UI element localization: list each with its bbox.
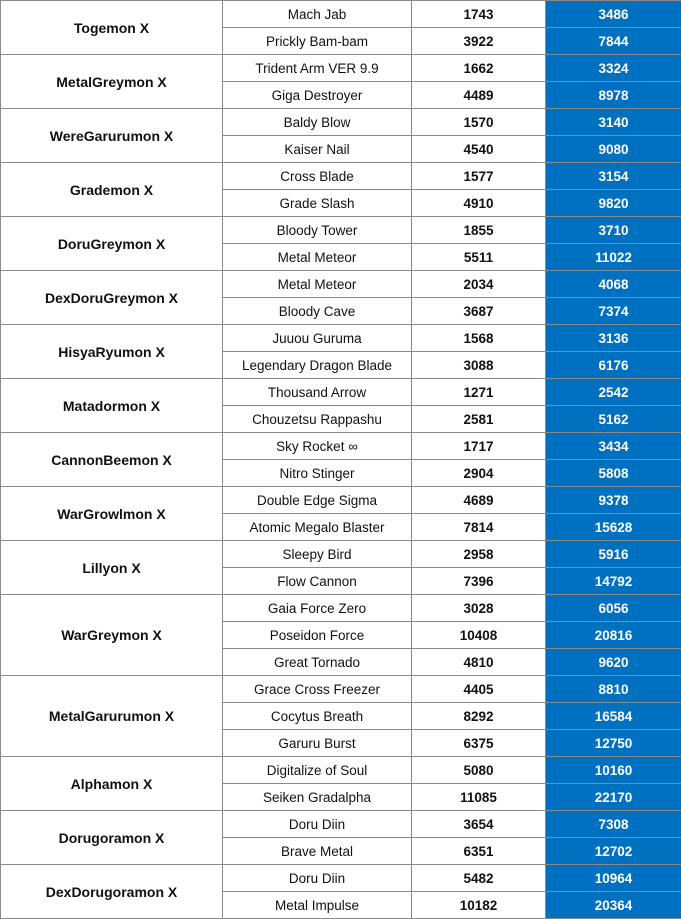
- digimon-name-cell: MetalGarurumon X: [1, 676, 223, 757]
- skill-name-cell: Grade Slash: [223, 190, 412, 217]
- base-damage-cell: 1577: [412, 163, 546, 190]
- base-damage-cell: 4405: [412, 676, 546, 703]
- digimon-name-cell: CannonBeemon X: [1, 433, 223, 487]
- skill-name-cell: Juuou Guruma: [223, 325, 412, 352]
- digimon-name-cell: Dorugoramon X: [1, 811, 223, 865]
- skill-name-cell: Digitalize of Soul: [223, 757, 412, 784]
- doubled-damage-cell: 10160: [546, 757, 681, 784]
- base-damage-cell: 7814: [412, 514, 546, 541]
- doubled-damage-cell: 3140: [546, 109, 681, 136]
- base-damage-cell: 5080: [412, 757, 546, 784]
- table-row: [1, 325, 681, 352]
- base-damage-cell: 1271: [412, 379, 546, 406]
- skill-name-cell: Chouzetsu Rappashu: [223, 406, 412, 433]
- table-row: [1, 379, 681, 406]
- base-damage-cell: 2904: [412, 460, 546, 487]
- base-damage-cell: 4540: [412, 136, 546, 163]
- base-damage-cell: 10408: [412, 622, 546, 649]
- doubled-damage-cell: 7844: [546, 28, 681, 55]
- skill-name-cell: Double Edge Sigma: [223, 487, 412, 514]
- skill-name-cell: Trident Arm VER 9.9: [223, 55, 412, 82]
- digimon-name-cell: DexDoruGreymon X: [1, 271, 223, 325]
- doubled-damage-cell: 9620: [546, 649, 681, 676]
- skill-name-cell: Atomic Megalo Blaster: [223, 514, 412, 541]
- base-damage-cell: 2958: [412, 541, 546, 568]
- base-damage-cell: 3088: [412, 352, 546, 379]
- base-damage-cell: 4689: [412, 487, 546, 514]
- base-damage-cell: 4910: [412, 190, 546, 217]
- skill-name-cell: Great Tornado: [223, 649, 412, 676]
- table-row: [1, 163, 681, 190]
- skill-name-cell: Bloody Cave: [223, 298, 412, 325]
- doubled-damage-cell: 2542: [546, 379, 681, 406]
- table-row: [1, 271, 681, 298]
- doubled-damage-cell: 3136: [546, 325, 681, 352]
- doubled-damage-cell: 12702: [546, 838, 681, 865]
- base-damage-cell: 3028: [412, 595, 546, 622]
- skill-name-cell: Cocytus Breath: [223, 703, 412, 730]
- digimon-name-cell: Grademon X: [1, 163, 223, 217]
- skill-name-cell: Metal Meteor: [223, 244, 412, 271]
- skill-name-cell: Prickly Bam-bam: [223, 28, 412, 55]
- base-damage-cell: 4489: [412, 82, 546, 109]
- base-damage-cell: 1743: [412, 1, 546, 28]
- skill-name-cell: Seiken Gradalpha: [223, 784, 412, 811]
- base-damage-cell: 11085: [412, 784, 546, 811]
- digimon-name-cell: MetalGreymon X: [1, 55, 223, 109]
- base-damage-cell: 5482: [412, 865, 546, 892]
- table-body: [1, 1, 681, 919]
- skill-name-cell: Garuru Burst: [223, 730, 412, 757]
- digimon-name-cell: HisyaRyumon X: [1, 325, 223, 379]
- base-damage-cell: 5511: [412, 244, 546, 271]
- table-row: [1, 433, 681, 460]
- base-damage-cell: 1717: [412, 433, 546, 460]
- doubled-damage-cell: 7374: [546, 298, 681, 325]
- table-row: [1, 811, 681, 838]
- doubled-damage-cell: 3486: [546, 1, 681, 28]
- table-row: [1, 541, 681, 568]
- digimon-name-cell: WarGreymon X: [1, 595, 223, 676]
- digimon-name-cell: Togemon X: [1, 1, 223, 55]
- digimon-name-cell: WereGarurumon X: [1, 109, 223, 163]
- skill-name-cell: Sky Rocket ∞: [223, 433, 412, 460]
- table-row: [1, 676, 681, 703]
- doubled-damage-cell: 5916: [546, 541, 681, 568]
- doubled-damage-cell: 5808: [546, 460, 681, 487]
- base-damage-cell: 6375: [412, 730, 546, 757]
- table-row: [1, 595, 681, 622]
- doubled-damage-cell: 6056: [546, 595, 681, 622]
- skill-name-cell: Grace Cross Freezer: [223, 676, 412, 703]
- doubled-damage-cell: 22170: [546, 784, 681, 811]
- doubled-damage-cell: 3434: [546, 433, 681, 460]
- base-damage-cell: 1662: [412, 55, 546, 82]
- base-damage-cell: 1855: [412, 217, 546, 244]
- table-row: [1, 1, 681, 28]
- doubled-damage-cell: 10964: [546, 865, 681, 892]
- doubled-damage-cell: 20816: [546, 622, 681, 649]
- doubled-damage-cell: 12750: [546, 730, 681, 757]
- digimon-name-cell: DoruGreymon X: [1, 217, 223, 271]
- doubled-damage-cell: 3154: [546, 163, 681, 190]
- base-damage-cell: 3687: [412, 298, 546, 325]
- base-damage-cell: 3654: [412, 811, 546, 838]
- doubled-damage-cell: 8978: [546, 82, 681, 109]
- doubled-damage-cell: 3324: [546, 55, 681, 82]
- skill-name-cell: Gaia Force Zero: [223, 595, 412, 622]
- base-damage-cell: 2034: [412, 271, 546, 298]
- digimon-name-cell: WarGrowlmon X: [1, 487, 223, 541]
- skill-name-cell: Flow Cannon: [223, 568, 412, 595]
- skill-name-cell: Doru Diin: [223, 865, 412, 892]
- base-damage-cell: 10182: [412, 892, 546, 919]
- skill-name-cell: Legendary Dragon Blade: [223, 352, 412, 379]
- doubled-damage-cell: 5162: [546, 406, 681, 433]
- doubled-damage-cell: 16584: [546, 703, 681, 730]
- doubled-damage-cell: 8810: [546, 676, 681, 703]
- base-damage-cell: 1570: [412, 109, 546, 136]
- skill-name-cell: Mach Jab: [223, 1, 412, 28]
- base-damage-cell: 4810: [412, 649, 546, 676]
- base-damage-cell: 8292: [412, 703, 546, 730]
- base-damage-cell: 6351: [412, 838, 546, 865]
- doubled-damage-cell: 7308: [546, 811, 681, 838]
- base-damage-cell: 2581: [412, 406, 546, 433]
- base-damage-cell: 3922: [412, 28, 546, 55]
- doubled-damage-cell: 14792: [546, 568, 681, 595]
- digimon-name-cell: DexDorugoramon X: [1, 865, 223, 919]
- skill-name-cell: Baldy Blow: [223, 109, 412, 136]
- skill-name-cell: Thousand Arrow: [223, 379, 412, 406]
- table-row: [1, 865, 681, 892]
- doubled-damage-cell: 9080: [546, 136, 681, 163]
- doubled-damage-cell: 20364: [546, 892, 681, 919]
- digimon-name-cell: Alphamon X: [1, 757, 223, 811]
- doubled-damage-cell: 3710: [546, 217, 681, 244]
- skill-name-cell: Nitro Stinger: [223, 460, 412, 487]
- doubled-damage-cell: 9820: [546, 190, 681, 217]
- doubled-damage-cell: 6176: [546, 352, 681, 379]
- skill-name-cell: Kaiser Nail: [223, 136, 412, 163]
- digimon-name-cell: Matadormon X: [1, 379, 223, 433]
- skill-name-cell: Metal Meteor: [223, 271, 412, 298]
- skill-name-cell: Brave Metal: [223, 838, 412, 865]
- doubled-damage-cell: 15628: [546, 514, 681, 541]
- doubled-damage-cell: 11022: [546, 244, 681, 271]
- doubled-damage-cell: 4068: [546, 271, 681, 298]
- doubled-damage-cell: 9378: [546, 487, 681, 514]
- skill-name-cell: Sleepy Bird: [223, 541, 412, 568]
- skill-name-cell: Bloody Tower: [223, 217, 412, 244]
- skill-name-cell: Cross Blade: [223, 163, 412, 190]
- skill-name-cell: Doru Diin: [223, 811, 412, 838]
- base-damage-cell: 7396: [412, 568, 546, 595]
- table-row: [1, 487, 681, 514]
- table-row: [1, 757, 681, 784]
- skill-name-cell: Poseidon Force: [223, 622, 412, 649]
- skill-name-cell: Giga Destroyer: [223, 82, 412, 109]
- table-row: [1, 109, 681, 136]
- table-row: [1, 217, 681, 244]
- digimon-name-cell: Lillyon X: [1, 541, 223, 595]
- skill-name-cell: Metal Impulse: [223, 892, 412, 919]
- base-damage-cell: 1568: [412, 325, 546, 352]
- table-row: [1, 55, 681, 82]
